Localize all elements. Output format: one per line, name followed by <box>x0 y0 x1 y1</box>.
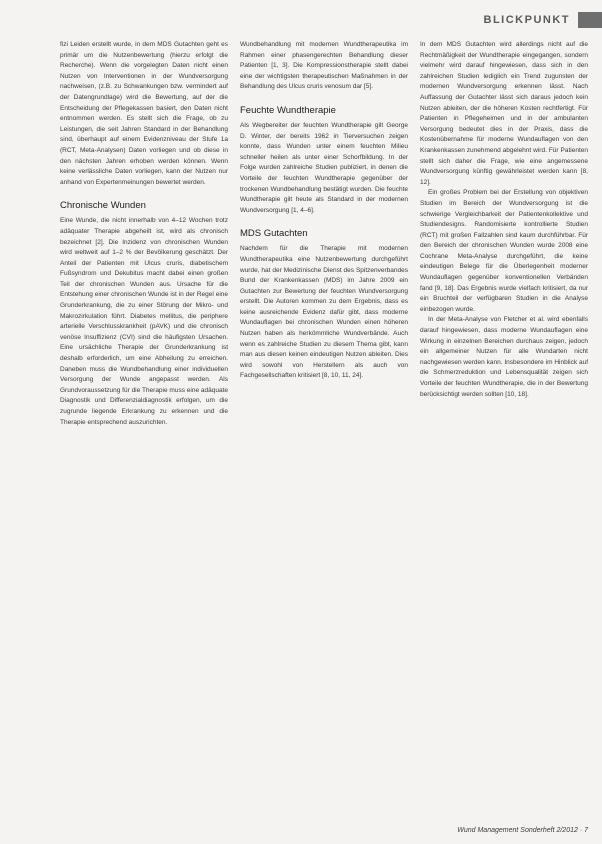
section-heading-chronische-wunden: Chronische Wunden <box>60 200 146 212</box>
section-heading-mds-gutachten: MDS Gutachten <box>240 228 308 240</box>
paragraph: In dem MDS Gutachten wird allerdings nicht auf die Rechtmäßigkeit der Wundtherapie eingegangen, sondern vielmehr wird darauf hingewiesen, dass sich in den zahlreichen Studien lediglich ein Trend zugunsten der modernen Wundversorgung erkennen lässt. Nach Auffassung der Gutachter lässt sich daraus jedoch kein Nutzen ableiten, der die höheren Kosten rechtfertigt. Für Patienten in Pflegeheimen und in der ambulanten Versorgung bedeutet dies in der Praxis, dass die Kostenübernahme für moderne Wundauflagen von den Krankenkassen zunehmend abgelehnt wird. Für Patienten stellt sich daher die Frage, wie eine angemessene Wundversorgung künftig gewährleistet werden kann [8, 12]. <box>420 41 588 186</box>
page-footer: Wund Management Sonderheft 2/2012 · 7 <box>457 827 588 834</box>
column-2 <box>240 40 408 814</box>
section-tab-marker <box>578 12 602 28</box>
column-1 <box>60 40 228 814</box>
section-heading-feuchte-wundtherapie: Feuchte Wundtherapie <box>240 104 336 116</box>
paragraph: Eine Wunde, die nicht innerhalb von 4–12 Wochen trotz adäquater Therapie abgeheilt ist, wird als chronisch bezeichnet [2]. Die Inzidenz von chronischen Wunden wird weltweit auf 1–2 % der Bevölkerung geschätzt. Der Anteil der Patienten mit Ulcus cruris, diabetischem Fußsyndrom und Dekubitus macht dabei einen großen Teil der chronischen Wunden aus. Ursache für die Entstehung einer chronischen Wunde ist in der Regel eine Grunderkrankung, die zu einer Störung der Mikro- und Makrozirkulation führt. Diabetes mellitus, die periphere arterielle Verschlusskrankheit (pAVK) und die chronisch venöse Insuffizienz (CVI) sind die häufigsten Ursachen. Eine ursächliche Therapie der Grunderkrankung ist deshalb erforderlich, um eine Abheilung zu erreichen. Daneben muss die Wundbehandlung einer individuellen Versorgung der Wunde angepasst werden. Als Grundvoraussetzung für die Therapie muss eine adäquate Diagnostik und Differenzialdiagnostik erfolgen, um die zugrunde liegende Erkrankung zu erkennen und die Therapie entsprechend auszurichten. <box>60 217 228 426</box>
paragraph: Ein großes Problem bei der Erstellung von objektiven Studien im Bereich der Wundversorgung ist die schwierige Vergleichbarkeit der Patientenkollektive und Studiendesigns. Randomisierte kontrollierte Studien (RCT) mit großen Fallzahlen sind kaum durchführbar. Für den Bereich der chronischen Wunden wurde 2008 eine Cochrane Meta-Analyse durchgeführt, die keine eindeutigen Belege für die Überlegenheit moderner Wundauflagen gegenüber konventionellen Verbänden fand [9, 18]. Das Ergebnis wurde vielfach kritisiert, da nur ein Bruchteil der verfügbaren Studien in die Analyse einbezogen wurde. <box>420 189 588 313</box>
article-columns <box>60 40 588 814</box>
paragraph: In der Meta-Analyse von Fletcher et al. wird ebenfalls darauf hingewiesen, dass moderne Wundauflagen eine Wirkung in einzelnen Bereichen durchaus zeigen, jedoch ein allgemeiner Nutzen für alle Wundarten nicht nachgewiesen werden kann. Insbesondere im Hinblick auf die Schmerzreduktion und Lebensqualität zeigen sich Vorteile der feuchten Wundtherapie, die in der Bewertung berücksichtigt werden sollten [10, 18]. <box>420 316 588 398</box>
section-label: BLICKPUNKT <box>483 14 570 26</box>
paragraph: Als Wegbereiter der feuchten Wundtherapie gilt George D. Winter, der bereits 1962 in Tierversuchen zeigen konnte, dass Wunden unter einem feuchten Milieu schneller heilen als unter einer Schorfbildung. In der Folge wurden zahlreiche Studien publiziert, in denen die Vorteile der feuchten Wundtherapie gegenüber der trockenen Wundbehandlung bestätigt wurden. Die feuchte Wundtherapie gilt heute als Standard in der modernen Wundversorgung [1, 4–6]. <box>240 121 408 214</box>
paragraph: Nachdem für die Therapie mit modernen Wundtherapeutika eine Nutzenbewertung durchgeführt wurde, hat der Medizinische Dienst des Spitzenverbandes Bund der Krankenkassen (MDS) im Jahre 2009 ein Gutachten zur Bewertung der feuchten Wundversorgung erstellt. Die Autoren kommen zu dem Ergebnis, dass es keine ausreichende Evidenz dafür gibt, dass moderne Wundauflagen bei chronischen Wunden einen höheren Nutzen haben als herkömmliche Wundverbände. Auch wenn es zahlreiche Studien zu diesem Thema gibt, kann man aus diesen keinen eindeutigen Nutzen ableiten. Dies wird sowohl von Herstellern als auch von Fachgesellschaften kritisiert [8, 10, 11, 24]. <box>240 245 408 380</box>
column-3 <box>420 40 588 814</box>
paragraph: Wundbehandlung mit modernen Wundtherapeutika im Rahmen einer phasengerechten Behandlung dieser Patienten [1, 3]. Die Kompressionstherapie stellt dabei eine der wichtigsten therapeutischen Maßnahmen in der Behandlung des Ulcus cruris venosum dar [5]. <box>240 41 408 91</box>
section-header <box>484 10 602 30</box>
paragraph: fizi Leiden erstellt wurde, in dem MDS Gutachten geht es primär um die Nutzenbewertung (hierzu erfolgt die Recherche). Wenn die vorgelegten Daten nicht einen Nutzen von Interventionen in der Wundversorgung nachweisen, (z.B. zu Schwankungen bzw. vermindert auf der Datengrundlage) wird die Bewertung, auf der die Entscheidung der Pflegekassen basiert, den Daten nicht entnommen werden. Es stellt sich die Frage, ob zu Leistungen, die seit Jahren Standard in der Behandlung sind, überhaupt auf einem Evidenzniveau der Stufe 1a (RCT, Meta-Analysen) Daten vorliegen und ob diese in den nächsten Jahren erhoben werden können. Wenn keine verlässliche Daten vorliegen, kann der Nutzen nur anhand von Expertenmeinungen bewertet werden. <box>60 41 228 186</box>
